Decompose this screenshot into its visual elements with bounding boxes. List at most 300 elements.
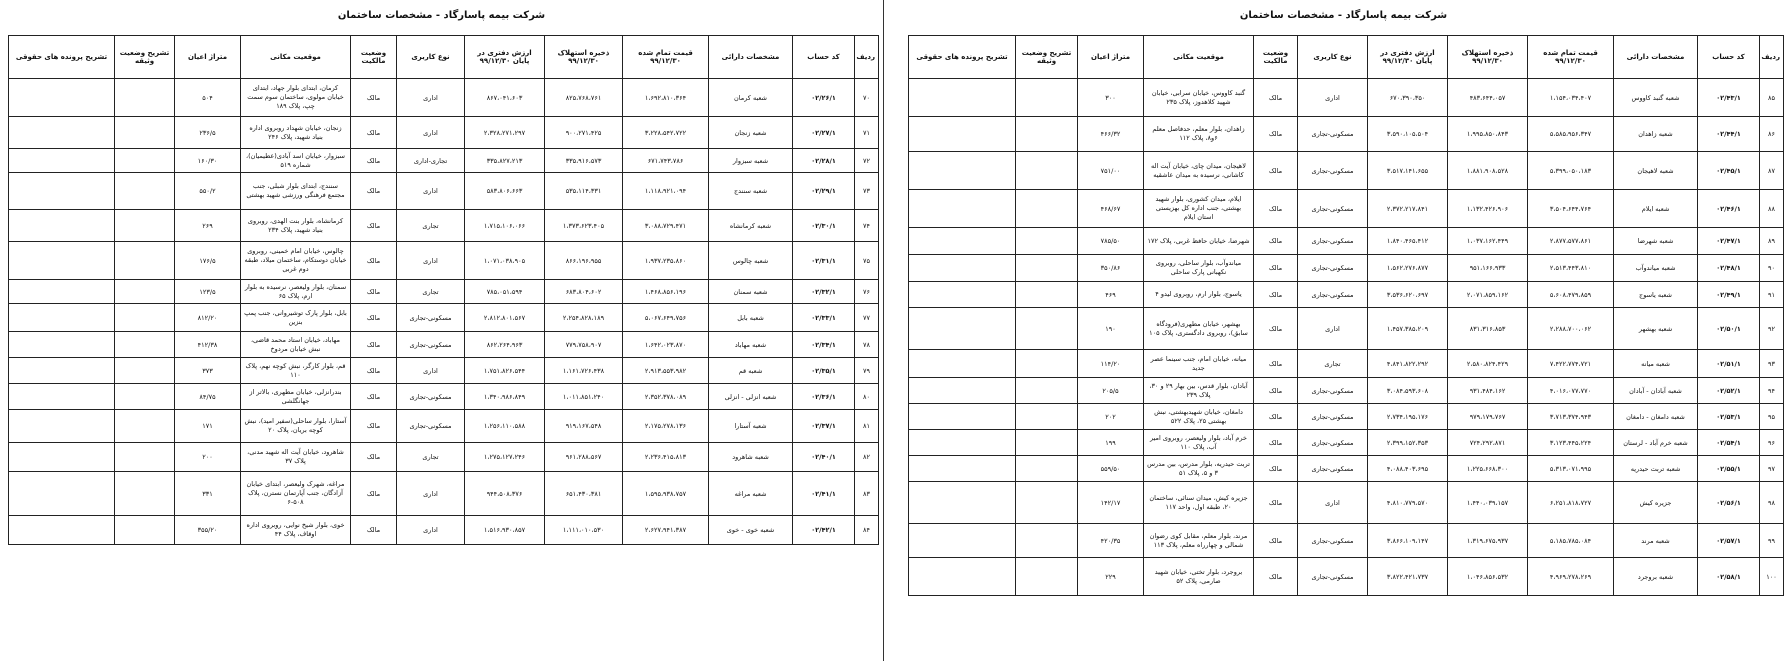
depreciation-value: ۱،۳۱۹،۶۷۵،۹۳۷: [1448, 524, 1528, 558]
row-number: ۸۷: [1760, 152, 1784, 190]
book-value: ۳،۵۱۷،۱۴۱،۶۵۵: [1368, 152, 1448, 190]
book-value: ۱،۵۶۲،۲۷۶،۸۷۷: [1368, 255, 1448, 282]
usage-type: مسکونی-تجاری: [1298, 228, 1368, 255]
legal-cell: [9, 79, 115, 117]
collateral-cell: [115, 358, 175, 384]
depreciation-value: ۹۵۱،۱۶۶،۹۳۳: [1448, 255, 1528, 282]
table-row: [909, 404, 1784, 430]
account-code: ۰۲/۵۷/۱: [1698, 524, 1760, 558]
ownership-status: مالک: [351, 332, 397, 358]
book-value: ۲،۳۲۸،۲۷۱،۲۹۷: [465, 117, 545, 149]
cost-value: ۴،۰۱۶،۰۷۷،۷۷۰: [1528, 378, 1614, 404]
col-code: کد حساب: [1698, 36, 1760, 79]
asset-name: شعبه آستارا: [709, 410, 793, 443]
table-row: [909, 79, 1784, 117]
ownership-status: مالک: [1254, 255, 1298, 282]
book-value: ۴،۸۱۰،۷۷۹،۵۷۰: [1368, 482, 1448, 524]
usage-type: اداری: [1298, 482, 1368, 524]
ownership-status: مالک: [1254, 117, 1298, 152]
book-value: ۸۶۷،۰۴۱،۶۰۳: [465, 79, 545, 117]
legal-cell: [909, 524, 1016, 558]
col-cost: قیمت تمام شده ۹۹/۱۲/۳۰: [1528, 36, 1614, 79]
usage-type: اداری: [397, 79, 465, 117]
collateral-cell: [1016, 350, 1078, 378]
collateral-cell: [115, 149, 175, 173]
area-value: ۷۵۱/۰۰: [1078, 152, 1144, 190]
account-code: ۰۲/۵۸/۱: [1698, 558, 1760, 596]
table-row: [9, 242, 879, 280]
row-number: ۷۳: [855, 173, 879, 210]
asset-name: شعبه کرمانشاه: [709, 210, 793, 242]
area-value: ۴۶۹: [1078, 282, 1144, 308]
area-value: ۵۰۴: [175, 79, 241, 117]
asset-name: شعبه بروجرد: [1614, 558, 1698, 596]
table-row: [909, 350, 1784, 378]
area-value: ۴۲۰/۳۵: [1078, 524, 1144, 558]
table-row: [909, 308, 1784, 350]
row-number: ۸۸: [1760, 190, 1784, 228]
depreciation-value: ۱،۱۱۱،۰۱۰،۵۳۰: [545, 516, 623, 545]
asset-name: شعبه چالوس: [709, 242, 793, 280]
ownership-status: مالک: [1254, 558, 1298, 596]
ownership-status: مالک: [1254, 152, 1298, 190]
cost-value: ۱،۶۹۲،۸۱۰،۳۶۴: [623, 79, 709, 117]
location-address: سبزوار، خیابان اسد آبادی(عطیمیان)، شماره ۵۱۹: [241, 149, 351, 173]
area-value: ۷۸۵/۵۰: [1078, 228, 1144, 255]
cost-value: ۵،۳۹۹،۰۵۰،۱۸۳: [1528, 152, 1614, 190]
location-address: قم، بلوار کارگر، نبش کوچه نهم، پلاک ۱۱۰: [241, 358, 351, 384]
col-area: متراژ اعیان: [1078, 36, 1144, 79]
col-collateral: تشریح وضعیت وثیقه: [1016, 36, 1078, 79]
location-address: یاسوج، بلوار ارم، روبروی لیدو ۴: [1144, 282, 1254, 308]
legal-cell: [909, 190, 1016, 228]
area-value: ۲۶۹: [175, 210, 241, 242]
col-ownership: وضعیت مالکیت: [351, 36, 397, 79]
cost-value: ۴،۹۶۹،۲۷۸،۲۶۹: [1528, 558, 1614, 596]
usage-type: مسکونی-تجاری: [397, 410, 465, 443]
legal-cell: [909, 456, 1016, 482]
area-value: ۱۱۴/۲۰: [1078, 350, 1144, 378]
legal-cell: [909, 79, 1016, 117]
asset-name: شعبه زاهدان: [1614, 117, 1698, 152]
collateral-cell: [1016, 152, 1078, 190]
book-value: ۳،۵۹۰،۱۰۵،۵۰۴: [1368, 117, 1448, 152]
location-address: شاهرود، خیابان آیت اله شهید مدنی، پلاک ۳۷: [241, 443, 351, 472]
book-value: ۱،۳۴۰،۹۸۶،۸۴۹: [465, 384, 545, 410]
cost-value: ۱،۶۴۲،۰۲۳،۸۷۰: [623, 332, 709, 358]
depreciation-value: ۹۷۹،۱۷۹،۷۶۷: [1448, 404, 1528, 430]
ownership-status: مالک: [351, 358, 397, 384]
area-value: ۳۵۰/۸۶: [1078, 255, 1144, 282]
collateral-cell: [1016, 255, 1078, 282]
collateral-cell: [115, 384, 175, 410]
asset-name: شعبه بهشهر: [1614, 308, 1698, 350]
col-cost: قیمت تمام شده ۹۹/۱۲/۳۰: [623, 36, 709, 79]
asset-name: شعبه بابل: [709, 304, 793, 332]
col-depreciation: ذخیره استهلاک ۹۹/۱۲/۳۰: [1448, 36, 1528, 79]
collateral-cell: [1016, 524, 1078, 558]
depreciation-value: ۱،۳۷۳،۶۲۳،۴۰۵: [545, 210, 623, 242]
table-row: [9, 149, 879, 173]
usage-type: اداری: [1298, 79, 1368, 117]
table-row: [9, 210, 879, 242]
table-row: [909, 228, 1784, 255]
row-number: ۸۰: [855, 384, 879, 410]
location-address: خوی، بلوار شیخ نوایی، روبروی اداره اوقاف، پلاک ۴۴: [241, 516, 351, 545]
area-value: ۱۷۶/۵: [175, 242, 241, 280]
depreciation-value: ۸۳۱،۳۱۶،۸۵۳: [1448, 308, 1528, 350]
asset-name: شعبه قم: [709, 358, 793, 384]
account-code: ۰۲/۵۴/۱: [1698, 430, 1760, 456]
location-address: لاهیجان، میدان چای، خیابان آیت اله کاشانی، نرسیده به میدان عاشقیه: [1144, 152, 1254, 190]
depreciation-value: ۱،۲۲۵،۶۶۸،۳۰۰: [1448, 456, 1528, 482]
book-value: ۵۸۳،۸۰۶،۶۶۳: [465, 173, 545, 210]
location-address: بروجرد، بلوار تختی، خیابان شهید صارمی، پلاک ۵۲: [1144, 558, 1254, 596]
legal-cell: [9, 384, 115, 410]
book-value: ۱،۷۱۵،۱۰۶،۰۶۶: [465, 210, 545, 242]
row-number: ۹۹: [1760, 524, 1784, 558]
usage-type: مسکونی-تجاری: [397, 332, 465, 358]
account-code: ۰۲/۴۰/۱: [793, 443, 855, 472]
asset-name: شعبه ایلام: [1614, 190, 1698, 228]
asset-name: شعبه مراغه: [709, 472, 793, 516]
table-row: [9, 173, 879, 210]
collateral-cell: [115, 410, 175, 443]
row-number: ۸۹: [1760, 228, 1784, 255]
usage-type: مسکونی-تجاری: [397, 304, 465, 332]
account-code: ۰۲/۳۳/۱: [793, 304, 855, 332]
usage-type: تجاری: [1298, 350, 1368, 378]
depreciation-value: ۱،۰۱۱،۸۵۱،۲۴۰: [545, 384, 623, 410]
depreciation-value: ۹۶۱،۲۸۸،۵۶۷: [545, 443, 623, 472]
usage-type: اداری: [397, 117, 465, 149]
legal-cell: [9, 472, 115, 516]
area-value: ۲۰۰: [175, 443, 241, 472]
ownership-status: مالک: [1254, 350, 1298, 378]
cost-value: ۵،۶۰۸،۴۷۹،۸۵۹: [1528, 282, 1614, 308]
col-location: موقعیت مکانی: [241, 36, 351, 79]
book-value: ۳،۵۳۶،۶۲۰،۶۹۷: [1368, 282, 1448, 308]
col-asset: مشخصات دارائی: [709, 36, 793, 79]
location-address: گنبد کاووس، خیابان سرابی، خیابان شهید کلاهدوز، پلاک ۲۳۵: [1144, 79, 1254, 117]
usage-type: تجاری: [397, 443, 465, 472]
area-value: ۸۴/۷۵: [175, 384, 241, 410]
col-location: موقعیت مکانی: [1144, 36, 1254, 79]
area-value: ۱۷۱: [175, 410, 241, 443]
depreciation-value: ۴۸۳،۶۴۴،۰۵۷: [1448, 79, 1528, 117]
col-legal: تشریح پرونده های حقوقی: [9, 36, 115, 79]
usage-type: مسکونی-تجاری: [397, 384, 465, 410]
area-value: ۸۱۲/۲۰: [175, 304, 241, 332]
cost-value: ۲،۱۷۵،۲۷۸،۱۳۶: [623, 410, 709, 443]
location-address: میاندوآب، بلوار ساحلی، روبروی نکهبانی پارک ساحلی: [1144, 255, 1254, 282]
area-value: ۳۳۱: [175, 472, 241, 516]
location-address: کرمان، ابتدای بلوار جهاد، ابتدای خیابان مولوی، ساختمان سوم سمت چپ، پلاک ۱۸۹: [241, 79, 351, 117]
area-value: ۱۴۲/۱۷: [1078, 482, 1144, 524]
usage-type: مسکونی-تجاری: [1298, 152, 1368, 190]
ownership-status: مالک: [351, 79, 397, 117]
collateral-cell: [1016, 79, 1078, 117]
collateral-cell: [115, 79, 175, 117]
asset-name: شعبه شاهرود: [709, 443, 793, 472]
location-address: بندرانزلی، خیابان مطهری، بالاتر از جهانگلشی: [241, 384, 351, 410]
ownership-status: مالک: [351, 384, 397, 410]
book-value: ۳۳۵،۸۲۷،۲۱۳: [465, 149, 545, 173]
ownership-status: مالک: [1254, 190, 1298, 228]
ownership-status: مالک: [1254, 524, 1298, 558]
account-code: ۰۲/۴۳/۱: [1698, 79, 1760, 117]
book-value: ۱،۲۵۶،۱۱۰،۵۸۸: [465, 410, 545, 443]
left-page: [0, 0, 884, 661]
usage-type: مسکونی-تجاری: [1298, 524, 1368, 558]
row-number: ۸۶: [1760, 117, 1784, 152]
col-code: کد حساب: [793, 36, 855, 79]
legal-cell: [909, 255, 1016, 282]
row-number: ۷۹: [855, 358, 879, 384]
account-code: ۰۲/۵۶/۱: [1698, 482, 1760, 524]
location-address: سنندج، ابتدای بلوار شبلی، جنب مجتمع فرهنگی ورزشی شهید بهشتی: [241, 173, 351, 210]
cost-value: ۵،۵۸۵،۹۵۶،۳۴۷: [1528, 117, 1614, 152]
area-value: ۳۰۰: [1078, 79, 1144, 117]
location-address: سمنان، بلوار ولیعصر، نرسیده به بلوار ارم، پلاک ۶۵: [241, 280, 351, 304]
book-value: ۲،۸۱۲،۸۰۱،۵۶۷: [465, 304, 545, 332]
cost-value: ۲،۵۱۳،۴۴۳،۸۱۰: [1528, 255, 1614, 282]
collateral-cell: [115, 304, 175, 332]
account-code: ۰۲/۳۴/۱: [793, 332, 855, 358]
table-row: [909, 456, 1784, 482]
usage-type: اداری: [397, 173, 465, 210]
account-code: ۰۲/۲۷/۱: [793, 117, 855, 149]
ownership-status: مالک: [351, 117, 397, 149]
usage-type: اداری: [397, 242, 465, 280]
legal-cell: [909, 117, 1016, 152]
location-address: چالوس، خیابان امام خمینی، روبروی خیابان دوستکام، ساختمان میلاد، طبقه دوم غربی: [241, 242, 351, 280]
legal-cell: [9, 149, 115, 173]
col-asset: مشخصات دارائی: [1614, 36, 1698, 79]
collateral-cell: [115, 280, 175, 304]
buildings-table: [8, 35, 879, 545]
ownership-status: مالک: [351, 472, 397, 516]
book-value: ۲،۳۷۲،۲۱۷،۸۴۱: [1368, 190, 1448, 228]
legal-cell: [9, 358, 115, 384]
table-row: [909, 255, 1784, 282]
account-code: ۰۲/۳۷/۱: [793, 410, 855, 443]
account-code: ۰۲/۴۸/۱: [1698, 255, 1760, 282]
cost-value: ۱،۱۱۸،۹۲۱،۰۹۴: [623, 173, 709, 210]
usage-type: مسکونی-تجاری: [1298, 255, 1368, 282]
collateral-cell: [1016, 378, 1078, 404]
cost-value: ۶،۲۵۱،۸۱۸،۷۲۷: [1528, 482, 1614, 524]
cost-value: ۷،۴۲۲،۷۷۴،۷۲۱: [1528, 350, 1614, 378]
header-row: [9, 36, 879, 79]
location-address: آستارا، بلوار ساحلی(سفیر امید)، نبش کوچه بریان، پلاک ۲۰: [241, 410, 351, 443]
ownership-status: مالک: [1254, 456, 1298, 482]
row-number: ۹۳: [1760, 350, 1784, 378]
location-address: بهشهر، خیابان مطهری(فرودگاه سابق)، روبروی دادگستری، پلاک ۱۰۵: [1144, 308, 1254, 350]
usage-type: مسکونی-تجاری: [1298, 282, 1368, 308]
cost-value: ۳،۲۲۸،۵۴۲،۷۲۲: [623, 117, 709, 149]
row-number: ۷۴: [855, 210, 879, 242]
account-code: ۰۲/۵۳/۱: [1698, 404, 1760, 430]
table-row: [909, 524, 1784, 558]
row-number: ۹۵: [1760, 404, 1784, 430]
account-code: ۰۲/۴۷/۱: [1698, 228, 1760, 255]
usage-type: مسکونی-تجاری: [1298, 404, 1368, 430]
book-value: ۴،۸۴۱،۸۲۲،۲۹۲: [1368, 350, 1448, 378]
collateral-cell: [1016, 456, 1078, 482]
legal-cell: [9, 304, 115, 332]
cost-value: ۳،۵۰۴،۶۴۴،۷۶۴: [1528, 190, 1614, 228]
area-value: ۲۰۵/۵: [1078, 378, 1144, 404]
row-number: ۸۴: [855, 516, 879, 545]
row-number: ۷۶: [855, 280, 879, 304]
depreciation-value: ۱،۹۹۵،۸۵۰،۸۴۳: [1448, 117, 1528, 152]
book-value: ۳،۰۸۴،۵۹۳،۶۰۸: [1368, 378, 1448, 404]
area-value: ۴۶۸/۶۷: [1078, 190, 1144, 228]
table-row: [9, 358, 879, 384]
ownership-status: مالک: [351, 242, 397, 280]
ownership-status: مالک: [351, 304, 397, 332]
table-row: [909, 282, 1784, 308]
account-code: ۰۲/۵۲/۱: [1698, 378, 1760, 404]
cost-value: ۲،۶۲۷،۹۴۱،۳۸۷: [623, 516, 709, 545]
area-value: ۱۹۹: [1078, 430, 1144, 456]
book-value: ۳،۸۶۶،۱۰۹،۱۴۷: [1368, 524, 1448, 558]
col-legal: تشریح پرونده های حقوقی: [909, 36, 1016, 79]
usage-type: مسکونی-تجاری: [1298, 558, 1368, 596]
asset-name: شعبه زنجان: [709, 117, 793, 149]
row-number: ۷۸: [855, 332, 879, 358]
ownership-status: مالک: [1254, 430, 1298, 456]
cost-value: ۲،۹۱۳،۵۵۳،۹۸۲: [623, 358, 709, 384]
ownership-status: مالک: [1254, 404, 1298, 430]
collateral-cell: [115, 117, 175, 149]
asset-name: جزیره کیش: [1614, 482, 1698, 524]
location-address: کرمانشاه، بلوار بنت الهدی، روبروی بنیاد شهید، پلاک ۲۳۴: [241, 210, 351, 242]
usage-type: اداری: [397, 516, 465, 545]
ownership-status: مالک: [1254, 482, 1298, 524]
cost-value: ۵،۱۸۵،۷۸۵،۰۸۴: [1528, 524, 1614, 558]
book-value: ۸۶۲،۲۶۴،۹۶۳: [465, 332, 545, 358]
buildings-table: [908, 35, 1784, 596]
location-address: دامغان، خیابان شهیدبهشتی، نبش بهشتی ۲۵، پلاک ۵۲۲: [1144, 404, 1254, 430]
account-code: ۰۲/۵۱/۱: [1698, 350, 1760, 378]
account-code: ۰۲/۲۸/۱: [793, 149, 855, 173]
row-number: ۱۰۰: [1760, 558, 1784, 596]
depreciation-value: ۳۳۵،۹۱۶،۵۷۳: [545, 149, 623, 173]
cost-value: ۲،۲۳۶،۴۱۵،۸۱۳: [623, 443, 709, 472]
table-row: [909, 152, 1784, 190]
legal-cell: [9, 332, 115, 358]
account-code: ۰۲/۴۲/۱: [793, 516, 855, 545]
asset-name: شعبه خرم آباد - لرستان: [1614, 430, 1698, 456]
table-row: [909, 117, 1784, 152]
collateral-cell: [115, 173, 175, 210]
collateral-cell: [1016, 404, 1078, 430]
usage-type: اداری: [397, 358, 465, 384]
depreciation-value: ۶۸۳،۸۰۴،۶۰۲: [545, 280, 623, 304]
ownership-status: مالک: [351, 410, 397, 443]
row-number: ۷۵: [855, 242, 879, 280]
col-ownership: وضعیت مالکیت: [1254, 36, 1298, 79]
location-address: میانه، خیابان امام، جنب سینما عصر جدید: [1144, 350, 1254, 378]
usage-type: تجاری-اداری: [397, 149, 465, 173]
row-number: ۷۲: [855, 149, 879, 173]
asset-name: شعبه یاسوج: [1614, 282, 1698, 308]
row-number: ۷۷: [855, 304, 879, 332]
cost-value: ۵،۳۱۳،۰۷۱،۹۹۵: [1528, 456, 1614, 482]
cost-value: ۱،۵۹۵،۹۳۸،۷۵۷: [623, 472, 709, 516]
location-address: مهاباد، خیابان استاد محمد قاضی، نبش خیابان مردوخ: [241, 332, 351, 358]
usage-type: مسکونی-تجاری: [1298, 430, 1368, 456]
depreciation-value: ۱،۴۴۰،۰۳۹،۱۵۷: [1448, 482, 1528, 524]
usage-type: تجاری: [397, 280, 465, 304]
area-value: ۲۳۶/۵: [175, 117, 241, 149]
area-value: ۳۷۳: [175, 358, 241, 384]
book-value: ۳،۸۲۲،۴۲۱،۷۳۷: [1368, 558, 1448, 596]
table-row: [909, 430, 1784, 456]
collateral-cell: [115, 242, 175, 280]
table-row: [9, 304, 879, 332]
depreciation-value: ۹۰۰،۲۷۱،۴۲۵: [545, 117, 623, 149]
asset-name: شعبه لاهیجان: [1614, 152, 1698, 190]
legal-cell: [909, 308, 1016, 350]
usage-type: مسکونی-تجاری: [1298, 117, 1368, 152]
row-number: ۹۴: [1760, 378, 1784, 404]
legal-cell: [909, 152, 1016, 190]
legal-cell: [9, 516, 115, 545]
area-value: ۵۵۰/۲: [175, 173, 241, 210]
collateral-cell: [1016, 190, 1078, 228]
asset-name: شعبه آبادان - آبادان: [1614, 378, 1698, 404]
account-code: ۰۲/۳۶/۱: [793, 384, 855, 410]
col-book-value: ارزش دفتری در پایان ۹۹/۱۲/۳۰: [465, 36, 545, 79]
cost-value: ۳،۰۸۸،۷۲۹،۴۷۱: [623, 210, 709, 242]
table-row: [9, 443, 879, 472]
collateral-cell: [1016, 558, 1078, 596]
asset-name: شعبه مرند: [1614, 524, 1698, 558]
asset-name: شعبه دامغان - دامغان: [1614, 404, 1698, 430]
col-row: ردیف: [855, 36, 879, 79]
legal-cell: [9, 443, 115, 472]
table-row: [909, 558, 1784, 596]
ownership-status: مالک: [1254, 228, 1298, 255]
table-row: [9, 516, 879, 545]
legal-cell: [9, 280, 115, 304]
col-area: متراژ اعیان: [175, 36, 241, 79]
depreciation-value: ۱،۰۴۶،۸۵۶،۵۳۲: [1448, 558, 1528, 596]
row-number: ۹۸: [1760, 482, 1784, 524]
location-address: جزیره کیش، میدان سنائی، ساختمان ۲۰، طبقه اول، واحد ۱۱۷: [1144, 482, 1254, 524]
collateral-cell: [1016, 282, 1078, 308]
asset-name: شعبه سمنان: [709, 280, 793, 304]
book-value: ۲،۷۳۴،۱۹۵،۱۷۶: [1368, 404, 1448, 430]
account-code: ۰۲/۴۱/۱: [793, 472, 855, 516]
col-row: ردیف: [1760, 36, 1784, 79]
table-row: [9, 384, 879, 410]
location-address: بابل، بلوار پارک توشیروانی، جنب پمپ بنزین: [241, 304, 351, 332]
account-code: ۰۲/۲۹/۱: [793, 173, 855, 210]
area-value: ۴۱۲/۳۸: [175, 332, 241, 358]
page-title: شرکت بیمه پاسارگاد - مشخصات ساختمان: [337, 10, 546, 21]
cost-value: ۲،۲۸۸،۷۰۰،۰۶۲: [1528, 308, 1614, 350]
depreciation-value: ۲،۵۸۰،۸۲۴،۴۲۹: [1448, 350, 1528, 378]
legal-cell: [909, 228, 1016, 255]
table-row: [9, 280, 879, 304]
collateral-cell: [1016, 308, 1078, 350]
usage-type: مسکونی-تجاری: [1298, 190, 1368, 228]
legal-cell: [909, 350, 1016, 378]
